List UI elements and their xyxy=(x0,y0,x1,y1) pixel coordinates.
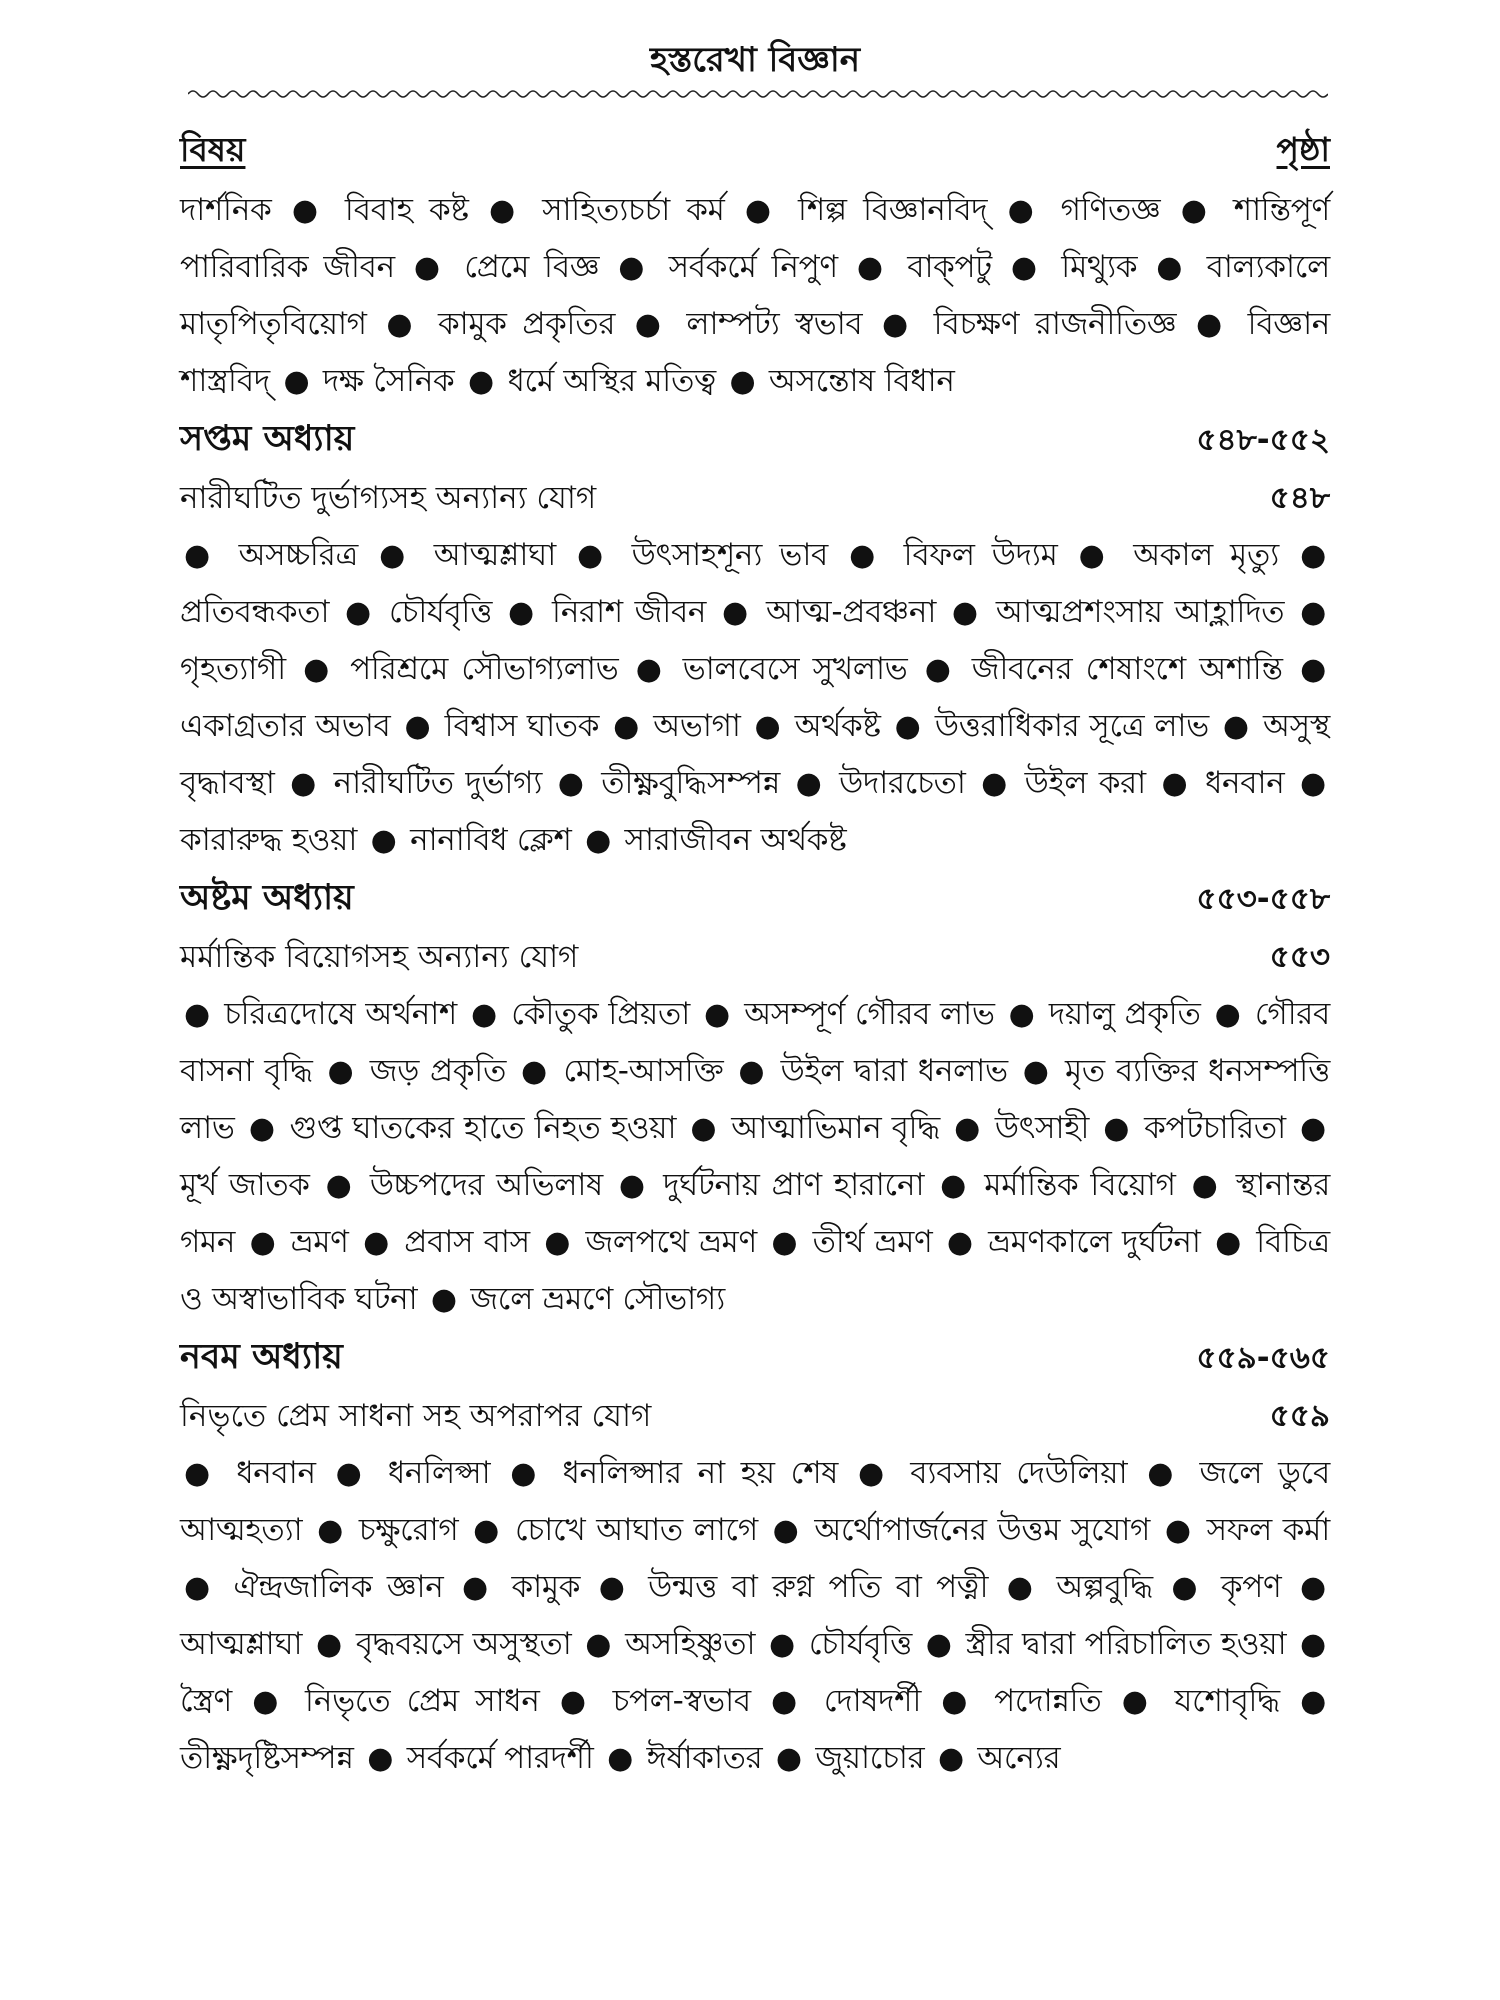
bullet-dot-icon: ● xyxy=(795,766,824,801)
bullet-dot-icon: ● xyxy=(489,193,522,228)
bullet-dot-icon: ● xyxy=(1022,1054,1051,1089)
bullet-dot-icon: ● xyxy=(345,595,374,630)
topic-item: উদারচেতা xyxy=(839,765,966,801)
topic-item: অসম্পূর্ণ গৌরব লাভ xyxy=(744,996,995,1032)
topic-item: বাল্যকালে মাতৃপিতৃবিয়োগ xyxy=(180,249,1330,342)
bullet-dot-icon: ● xyxy=(738,1054,766,1089)
topic-item: ধনবান xyxy=(1204,765,1285,801)
bullet-dot-icon: ● xyxy=(184,997,211,1032)
bullet-dot-icon: ● xyxy=(508,595,537,630)
topic-item: মর্মান্তিক বিয়োগ xyxy=(984,1167,1176,1203)
topic-item: মৃত ব্যক্তির ধনসম্পত্তি লাভ xyxy=(180,1053,1330,1146)
topic-item: দার্শনিক xyxy=(180,192,272,228)
topic-item: যশোবৃদ্ধি xyxy=(1174,1683,1280,1719)
chapter-title: নবম অধ্যায় xyxy=(180,1337,343,1377)
topic-item: উৎসাহশূন্য ভাব xyxy=(631,537,828,573)
topic-item: অসহিষ্ণুতা xyxy=(625,1626,756,1662)
topic-item: ভ্রমণকালে দুর্ঘটনা xyxy=(988,1224,1201,1260)
topic-item: বিফল উদ্যম xyxy=(903,537,1058,573)
topic-item: উন্মত্ত বা রুগ্ন পতি বা পত্নী xyxy=(648,1569,989,1605)
topic-item: সাহিত্যচর্চা কর্ম xyxy=(542,192,725,228)
topic-item: চক্ষুরোগ xyxy=(358,1512,459,1548)
bullet-dot-icon: ● xyxy=(577,538,611,573)
bullet-dot-icon: ● xyxy=(467,364,494,399)
topic-item: পরিশ্রমে সৌভাগ্যলাভ xyxy=(350,651,619,687)
bullet-dot-icon: ● xyxy=(559,1684,593,1719)
topic-item: গৌরব বাসনা বৃদ্ধি xyxy=(180,996,1331,1089)
bullet-dot-icon: ● xyxy=(775,1741,802,1776)
topic-item: জড় প্রকৃতি xyxy=(369,1053,507,1089)
topic-item: অন্যের xyxy=(977,1740,1061,1776)
bullet-dot-icon: ● xyxy=(882,307,915,342)
bullet-dot-icon: ● xyxy=(894,709,921,744)
section-title: নিভৃতে প্রেম সাধনা সহ অপরাপর যোগ xyxy=(180,1398,652,1434)
chapter-title: অষ্টম অধ্যায় xyxy=(180,878,354,918)
topic-item: জীবনের শেষাংশে অশান্তি xyxy=(971,651,1283,687)
topic-item: ভালবেসে সুখলাভ xyxy=(682,651,908,687)
topic-item: প্রেমে বিজ্ঞ xyxy=(464,249,600,285)
bullet-dot-icon: ● xyxy=(327,1054,355,1089)
section-page: ৫৪৮ xyxy=(1269,480,1330,516)
bullet-dot-icon: ● xyxy=(1300,1111,1326,1146)
topic-list xyxy=(180,527,1330,869)
topic-item: কৌতুক প্রিয়তা xyxy=(511,996,690,1032)
bullet-dot-icon: ● xyxy=(721,595,751,630)
chapter-heading xyxy=(180,1328,1330,1387)
topic-item: কারারুদ্ধ হওয়া xyxy=(180,822,358,858)
topic-item: গৃহত্যাগী xyxy=(180,651,286,687)
bullet-dot-icon: ● xyxy=(1161,766,1190,801)
topic-item: প্রতিবন্ধকতা xyxy=(180,594,330,630)
bullet-dot-icon: ● xyxy=(1300,595,1326,630)
topic-item: গণিতজ্ঞ xyxy=(1060,192,1161,228)
bullet-dot-icon: ● xyxy=(585,1627,612,1662)
bullet-dot-icon: ● xyxy=(367,1741,394,1776)
topic-item: লাম্পট্য স্বভাব xyxy=(686,306,863,342)
topic-item: কপটচারিতা xyxy=(1144,1110,1286,1146)
bullet-dot-icon: ● xyxy=(386,307,419,342)
topic-item: তীক্ষ্ণবুদ্ধিসম্পন্ন xyxy=(601,765,781,801)
topic-item: দয়ালু প্রকৃতি xyxy=(1048,996,1201,1032)
bullet-dot-icon: ● xyxy=(924,652,955,687)
bullet-dot-icon: ● xyxy=(703,997,731,1032)
topic-item: আত্মশ্লাঘা xyxy=(433,537,556,573)
topic-item: উইল দ্বারা ধনলাভ xyxy=(780,1053,1008,1089)
topic-item: একাগ্রতার অভাব xyxy=(180,708,391,744)
bullet-dot-icon: ● xyxy=(430,1282,457,1317)
topic-item: অসচ্চরিত্র xyxy=(238,537,358,573)
bullet-dot-icon: ● xyxy=(634,307,667,342)
bullet-dot-icon: ● xyxy=(1007,193,1041,228)
topic-item: দক্ষ সৈনিক xyxy=(322,363,455,399)
bullet-dot-icon: ● xyxy=(771,1225,799,1260)
bullet-dot-icon: ● xyxy=(635,652,666,687)
bullet-dot-icon: ● xyxy=(613,709,640,744)
topic-item: গুপ্ত ঘাতকের হাতে নিহত হওয়া xyxy=(289,1110,677,1146)
bullet-dot-icon: ● xyxy=(607,1741,633,1776)
topic-item: ধর্মে অস্থির মতিত্ব xyxy=(507,363,716,399)
section-heading xyxy=(180,928,1330,986)
bullet-dot-icon: ● xyxy=(283,364,310,399)
topic-item: বৃদ্ধবয়সে অসুস্থতা xyxy=(355,1626,572,1662)
bullet-dot-icon: ● xyxy=(184,1456,217,1491)
bullet-dot-icon: ● xyxy=(184,538,218,573)
topic-item: ধনলিপ্সা xyxy=(387,1455,491,1491)
topic-item: চোখে আঘাত লাগে xyxy=(514,1512,758,1548)
bullet-dot-icon: ● xyxy=(1300,1627,1326,1662)
bullet-dot-icon: ● xyxy=(544,1225,571,1260)
bullet-dot-icon: ● xyxy=(585,823,611,858)
topic-item: উত্তরাধিকার সূত্রে লাভ xyxy=(934,708,1209,744)
topic-item: পদোন্নতি xyxy=(994,1683,1102,1719)
bullet-dot-icon: ● xyxy=(946,1225,974,1260)
bullet-dot-icon: ● xyxy=(1195,307,1228,342)
bullet-dot-icon: ● xyxy=(981,766,1010,801)
section-heading xyxy=(180,469,1330,527)
chapter-page-range: ৫৪৮-৫৫২ xyxy=(1196,422,1330,458)
column-headers xyxy=(180,128,1330,172)
bullet-dot-icon: ● xyxy=(370,823,397,858)
running-title: হস্তরেখা বিজ্ঞান xyxy=(649,40,861,80)
bullet-dot-icon: ● xyxy=(404,709,431,744)
subject-column-label: বিষয় xyxy=(180,130,246,169)
bullet-dot-icon: ● xyxy=(363,1225,390,1260)
bullet-dot-icon: ● xyxy=(290,766,319,801)
topic-item: আত্ম-প্রবঞ্চনা xyxy=(765,594,937,630)
bullet-dot-icon: ● xyxy=(1147,1456,1180,1491)
topic-item: ধনলিপ্সার না হয় শেষ xyxy=(562,1455,839,1491)
topic-item: অসুস্থ বৃদ্ধাবস্থা xyxy=(180,708,1330,801)
section-page: ৫৫৩ xyxy=(1269,939,1330,975)
page-column-label: পৃষ্ঠা xyxy=(1276,130,1330,169)
topic-item: আত্মাভিমান বৃদ্ধি xyxy=(731,1110,940,1146)
chapter-heading xyxy=(180,410,1330,469)
topic-item: সর্বকর্মে পারদর্শী xyxy=(406,1740,594,1776)
section-title: নারীঘটিত দুর্ভাগ্যসহ অন্যান্য যোগ xyxy=(180,480,597,516)
section-page: ৫৫৯ xyxy=(1269,1398,1330,1434)
bullet-dot-icon: ● xyxy=(470,997,498,1032)
bullet-dot-icon: ● xyxy=(557,766,586,801)
topic-item: কামুক প্রকৃতির xyxy=(437,306,616,342)
bullet-dot-icon: ● xyxy=(772,1513,800,1548)
topic-item: বিবাহ কষ্ট xyxy=(344,192,469,228)
bullet-dot-icon: ● xyxy=(598,1570,630,1605)
bullet-dot-icon: ● xyxy=(1156,250,1188,285)
topic-item: বিচিত্র ও অস্বাভাবিক ঘটনা xyxy=(180,1224,1330,1317)
topic-item: আত্মশ্লাঘা xyxy=(180,1626,303,1662)
bullet-dot-icon: ● xyxy=(184,1570,215,1605)
topic-item: চৌর্যবৃত্তি xyxy=(389,594,493,630)
bullet-dot-icon: ● xyxy=(754,709,781,744)
topic-item: উৎসাহী xyxy=(994,1110,1090,1146)
topic-item: চৌর্যবৃত্তি xyxy=(808,1626,912,1662)
topic-item: তীক্ষ্ণদৃষ্টিসম্পন্ন xyxy=(180,1740,354,1776)
bullet-dot-icon: ● xyxy=(1300,538,1326,573)
topic-item: আত্মপ্রশংসায় আহ্লাদিত xyxy=(995,594,1285,630)
topic-item: সর্বকর্মে নিপুণ xyxy=(668,249,838,285)
topic-item: মোহ-আসক্তি xyxy=(563,1053,724,1089)
topic-item: জলে ভ্রমণে সৌভাগ্য xyxy=(470,1281,725,1317)
topic-item: চপল-স্বভাব xyxy=(612,1683,751,1719)
bullet-dot-icon: ● xyxy=(249,1225,277,1260)
bullet-dot-icon: ● xyxy=(462,1570,493,1605)
topic-item: বিচক্ষণ রাজনীতিজ্ঞ xyxy=(933,306,1177,342)
bullet-dot-icon: ● xyxy=(291,193,325,228)
bullet-dot-icon: ● xyxy=(1222,709,1250,744)
bullet-dot-icon: ● xyxy=(413,250,446,285)
topic-item: ব্যবসায় দেউলিয়া xyxy=(910,1455,1128,1491)
bullet-dot-icon: ● xyxy=(1215,1225,1242,1260)
topic-item: বাক্‌পটু xyxy=(907,249,992,285)
bullet-dot-icon: ● xyxy=(1300,652,1326,687)
bullet-dot-icon: ● xyxy=(1010,250,1043,285)
topic-item: সারাজীবন অর্থকষ্ট xyxy=(624,822,847,858)
topic-item: মূর্খ জাতক xyxy=(180,1167,310,1203)
topic-item: কৃপণ xyxy=(1220,1569,1282,1605)
bullet-dot-icon: ● xyxy=(849,538,883,573)
bullet-dot-icon: ● xyxy=(1078,538,1113,573)
bullet-dot-icon: ● xyxy=(951,595,981,630)
bullet-dot-icon: ● xyxy=(252,1684,285,1719)
bullet-dot-icon: ● xyxy=(248,1111,276,1146)
topic-item: ঐন্দ্রজালিক জ্ঞান xyxy=(233,1569,444,1605)
bullet-dot-icon: ● xyxy=(1121,1684,1155,1719)
topic-item: প্রবাস বাস xyxy=(404,1224,530,1260)
bullet-dot-icon: ● xyxy=(1191,1168,1220,1203)
topic-item: উইল করা xyxy=(1024,765,1146,801)
section-heading xyxy=(180,1387,1330,1445)
bullet-dot-icon: ● xyxy=(618,1168,648,1203)
bullet-dot-icon: ● xyxy=(858,1456,891,1491)
topic-item: উচ্চপদের অভিলাষ xyxy=(369,1167,603,1203)
topic-item: তীর্থ ভ্রমণ xyxy=(812,1224,933,1260)
topic-item: শিল্প বিজ্ঞানবিদ্ xyxy=(797,192,988,228)
bullet-dot-icon: ● xyxy=(618,250,650,285)
topic-item: বিশ্বাস ঘাতক xyxy=(444,708,600,744)
bullet-dot-icon: ● xyxy=(1103,1111,1130,1146)
bullet-dot-icon: ● xyxy=(954,1111,981,1146)
topic-item: স্থানান্তর গমন xyxy=(180,1167,1330,1260)
topic-item: ঈর্ষাকাতর xyxy=(646,1740,763,1776)
topic-item: দুর্ঘটনায় প্রাণ হারানো xyxy=(663,1167,925,1203)
topic-item: অর্থকষ্ট xyxy=(794,708,881,744)
topic-item: জলপথে ভ্রমণ xyxy=(585,1224,757,1260)
topic-item: জলে ডুবে আত্মহত্যা xyxy=(180,1455,1330,1548)
topic-item: অসন্তোষ বিধান xyxy=(768,363,955,399)
bullet-dot-icon: ● xyxy=(1006,1570,1038,1605)
bullet-dot-icon: ● xyxy=(335,1456,368,1491)
topic-item: স্ত্রীর দ্বারা পরিচালিত হওয়া xyxy=(965,1626,1287,1662)
bullet-dot-icon: ● xyxy=(941,1684,974,1719)
section-title: মর্মান্তিক বিয়োগসহ অন্যান্য যোগ xyxy=(180,939,579,975)
chapter-heading xyxy=(180,869,1330,928)
bullet-dot-icon: ● xyxy=(379,538,413,573)
bullet-dot-icon: ● xyxy=(940,1168,969,1203)
topic-list xyxy=(180,182,1330,410)
topic-item: অভাগা xyxy=(653,708,741,744)
bullet-dot-icon: ● xyxy=(937,1741,964,1776)
chapter-page-range: ৫৫৩-৫৫৮ xyxy=(1196,881,1330,917)
bullet-dot-icon: ● xyxy=(1164,1513,1192,1548)
bullet-dot-icon: ● xyxy=(1300,1684,1326,1719)
bullet-dot-icon: ● xyxy=(1171,1570,1203,1605)
topic-item: ভ্রমণ xyxy=(290,1224,349,1260)
topic-list xyxy=(180,986,1330,1328)
bullet-dot-icon: ● xyxy=(1300,766,1326,801)
topic-item: কামুক xyxy=(511,1569,581,1605)
bullet-dot-icon: ● xyxy=(510,1456,543,1491)
topic-item: অকাল মৃত্যু xyxy=(1133,537,1279,573)
bullet-dot-icon: ● xyxy=(1214,997,1241,1032)
topic-list xyxy=(180,1445,1330,1787)
bullet-dot-icon: ● xyxy=(1300,1570,1326,1605)
bullet-dot-icon: ● xyxy=(1008,997,1035,1032)
bullet-dot-icon: ● xyxy=(1180,193,1214,228)
topic-item: বিজ্ঞান শাস্ত্রবিদ্ xyxy=(180,306,1330,399)
bullet-dot-icon: ● xyxy=(769,1627,796,1662)
bullet-dot-icon: ● xyxy=(771,1684,804,1719)
topic-item: নিভৃতে প্রেম সাধন xyxy=(305,1683,540,1719)
topic-item: দোষদর্শী xyxy=(823,1683,922,1719)
bullet-dot-icon: ● xyxy=(317,1513,345,1548)
bullet-dot-icon: ● xyxy=(315,1627,343,1662)
topic-item: নারীঘটিত দুর্ভাগ্য xyxy=(333,765,543,801)
topic-item: জুয়াচোর xyxy=(815,1740,925,1776)
bullet-dot-icon: ● xyxy=(473,1513,501,1548)
topic-item: সফল কর্মা xyxy=(1206,1512,1330,1548)
wavy-rule xyxy=(188,86,1328,102)
bullet-dot-icon: ● xyxy=(925,1627,952,1662)
topic-item: অর্থোপার্জনের উত্তম সুযোগ xyxy=(814,1512,1151,1548)
chapter-title: সপ্তম অধ্যায় xyxy=(180,419,355,459)
bullet-dot-icon: ● xyxy=(856,250,889,285)
topic-item: অল্পবুদ্ধি xyxy=(1056,1569,1153,1605)
topic-item: শান্তিপূর্ণ পারিবারিক জীবন xyxy=(180,192,1330,285)
bullet-dot-icon: ● xyxy=(729,364,756,399)
topic-item: নানাবিধ ক্লেশ xyxy=(410,822,572,858)
bullet-dot-icon: ● xyxy=(744,193,778,228)
bullet-dot-icon: ● xyxy=(690,1111,717,1146)
chapter-page-range: ৫৫৯-৫৬৫ xyxy=(1196,1340,1330,1376)
topic-item: মিথ্যুক xyxy=(1061,249,1138,285)
topic-item: ধনবান xyxy=(236,1455,316,1491)
topic-item: স্ত্রৈণ xyxy=(180,1683,233,1719)
table-of-contents xyxy=(180,182,1330,1787)
bullet-dot-icon: ● xyxy=(521,1054,549,1089)
bullet-dot-icon: ● xyxy=(325,1168,354,1203)
topic-item: চরিত্রদোষে অর্থনাশ xyxy=(224,996,457,1032)
topic-item: নিরাশ জীবন xyxy=(551,594,707,630)
bullet-dot-icon: ● xyxy=(303,652,333,687)
